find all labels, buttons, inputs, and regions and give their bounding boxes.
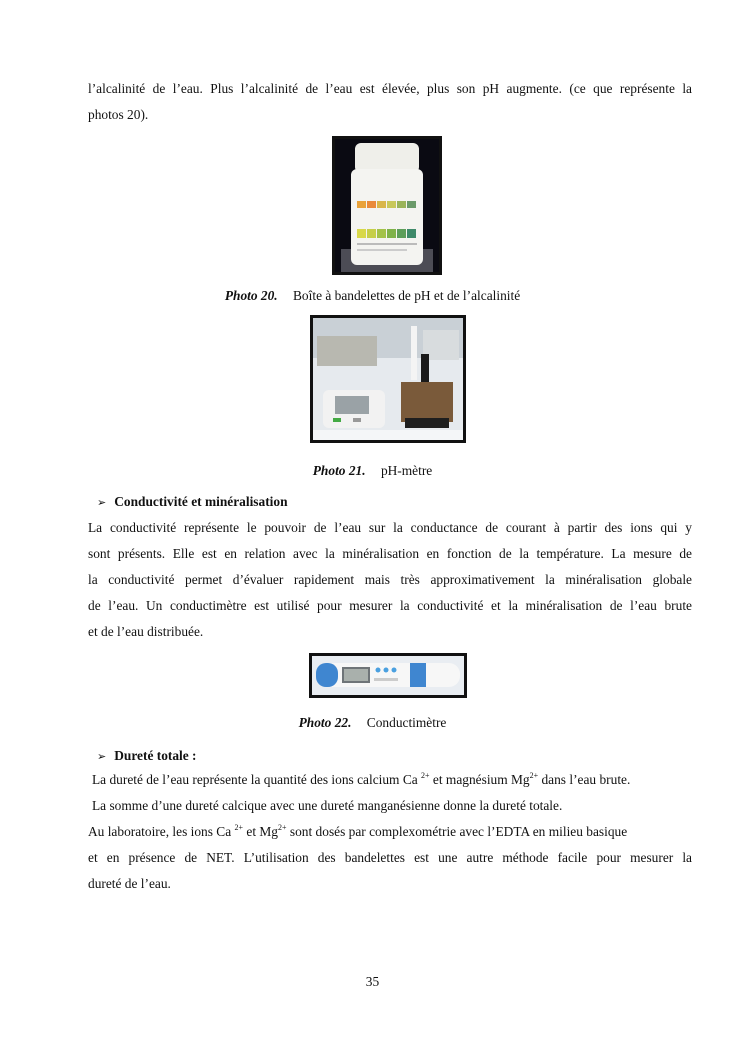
photo-20-image	[332, 136, 442, 275]
photo-21-image	[310, 315, 466, 443]
arrow-bullet-icon: ➢	[97, 750, 107, 763]
photo-21-label: Photo 21.	[312, 463, 366, 478]
section-durete-title: Dureté totale :	[114, 748, 197, 763]
conductimeter-illustration	[312, 656, 464, 695]
photo-20-caption	[0, 288, 745, 304]
photo-22-caption	[0, 715, 745, 731]
conductivite-line-4: de l’eau. Un conductimètre est utilisé pour mesurer la conductivité et la minéralisation de l’eau brute	[88, 598, 692, 613]
strip-box-illustration	[335, 139, 439, 272]
conductivite-line-2: sont présents. Elle est en relation avec la minéralisation en fonction de la température. La mesure de	[88, 546, 692, 561]
page-number: 35	[365, 974, 380, 989]
section-conductivite-title: Conductivité et minéralisation	[114, 494, 288, 509]
photo-21-text: pH-mètre	[380, 463, 433, 478]
photo-20-label: Photo 20.	[224, 288, 278, 303]
photo-21-caption	[0, 463, 745, 479]
durete-line-2: La somme d’une dureté calcique avec une dureté manganésienne donne la dureté totale.	[92, 798, 563, 813]
ph-meter-illustration	[313, 318, 463, 440]
intro-paragraph	[88, 76, 692, 128]
conductivite-line-1: La conductivité représente le pouvoir de l’eau sur la conductance de courant à partir des ions qui y	[88, 520, 692, 535]
photo-22-text: Conductimètre	[366, 715, 447, 730]
photo-22-image	[309, 653, 467, 698]
durete-line-4: et en présence de NET. L’utilisation des bandelettes est une autre méthode facile pour mesurer la	[88, 850, 692, 865]
photo-20-text: Boîte à bandelettes de pH et de l’alcalinité	[293, 288, 521, 303]
durete-line-1: La dureté de l’eau représente la quantité des ions calcium Ca $^{2+}$ et magnésium $Mg^{2+}$ dans l’eau brute.	[92, 771, 631, 787]
durete-line-3: Au laboratoire, les ions Ca $^{2+}$ et $Mg^{2+}$ sont dosés par complexométrie avec l’EDTA en milieu basique	[88, 823, 628, 839]
arrow-bullet-icon: ➢	[97, 496, 107, 509]
photo-22-label: Photo 22.	[298, 715, 352, 730]
conductivite-line-5: et de l’eau distribuée.	[88, 624, 204, 639]
intro-line-1: l’alcalinité de l’eau. Plus l’alcalinité de l’eau est élevée, plus son pH augmente. (ce que représente la	[88, 81, 692, 96]
intro-line-2: photos 20).	[88, 107, 149, 122]
durete-line-5: dureté de l’eau.	[88, 876, 171, 891]
durete-paragraph	[88, 767, 692, 897]
section-durete-heading	[97, 748, 197, 764]
section-conductivite-heading	[97, 494, 288, 510]
conductivite-line-3: la conductivité permet d’évaluer rapidement mais très approximativement la minéralisation globale	[88, 572, 692, 587]
conductivite-paragraph	[88, 515, 692, 645]
